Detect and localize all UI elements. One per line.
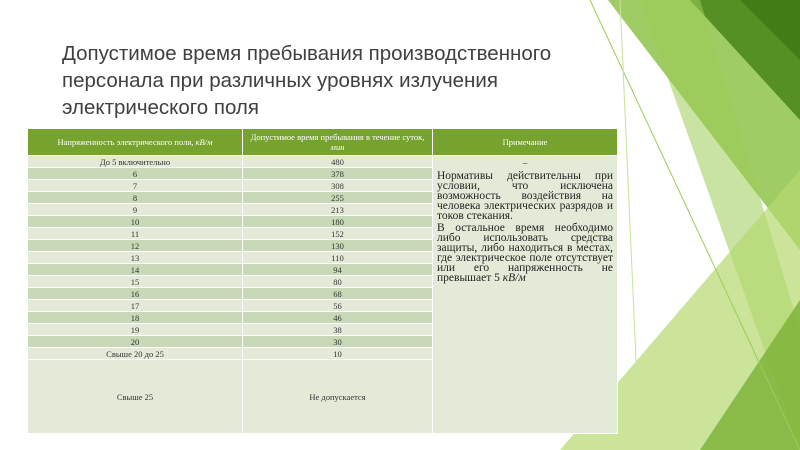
time-cell: 80	[243, 276, 433, 288]
intensity-cell: 11	[28, 228, 243, 240]
time-cell: 308	[243, 180, 433, 192]
intensity-cell: Свыше 25	[28, 360, 243, 434]
header-intensity-unit: кВ/м	[195, 137, 213, 147]
time-cell: 46	[243, 312, 433, 324]
title-line-3: электрического поля	[62, 96, 259, 119]
intensity-cell: 14	[28, 264, 243, 276]
time-cell: 130	[243, 240, 433, 252]
time-cell: 378	[243, 168, 433, 180]
header-time	[243, 129, 433, 156]
intensity-cell: 7	[28, 180, 243, 192]
title-line-2: персонала при различных уровнях излучения	[62, 69, 498, 92]
time-cell: 180	[243, 216, 433, 228]
note-paragraph-2	[437, 223, 613, 283]
intensity-cell: 18	[28, 312, 243, 324]
note-cell	[433, 156, 618, 434]
intensity-cell: 10	[28, 216, 243, 228]
intensity-cell: 13	[28, 252, 243, 264]
exposure-time-table	[27, 128, 618, 434]
header-note: Примечание	[433, 129, 618, 156]
intensity-cell: 16	[28, 288, 243, 300]
time-cell: 38	[243, 324, 433, 336]
note-dash: –	[522, 158, 528, 168]
time-cell: 68	[243, 288, 433, 300]
intensity-cell: 17	[28, 300, 243, 312]
intensity-cell: 8	[28, 192, 243, 204]
intensity-cell: 19	[28, 324, 243, 336]
intensity-cell: До 5 включительно	[28, 156, 243, 168]
time-cell: 152	[243, 228, 433, 240]
intensity-cell: 6	[28, 168, 243, 180]
slide-title	[62, 40, 582, 121]
time-cell: 255	[243, 192, 433, 204]
intensity-cell: 15	[28, 276, 243, 288]
header-time-text: Допустимое время пребывания в течение суток,	[250, 132, 425, 142]
time-cell: 213	[243, 204, 433, 216]
time-cell: 10	[243, 348, 433, 360]
intensity-cell: Свыше 20 до 25	[28, 348, 243, 360]
intensity-cell: 20	[28, 336, 243, 348]
title-line-1: Допустимое время пребывания производственного	[62, 42, 552, 65]
header-intensity	[28, 129, 243, 156]
intensity-cell: 12	[28, 240, 243, 252]
intensity-cell: 9	[28, 204, 243, 216]
header-intensity-text: Напряженность электрического поля,	[57, 137, 196, 147]
time-cell: 110	[243, 252, 433, 264]
table-row	[28, 156, 618, 168]
note-paragraph-1: Нормативы действительны при условии, что исключена возможность воздействия на человека электрических разрядов и токов стекания.	[437, 170, 613, 222]
header-time-unit: мин	[330, 142, 345, 152]
time-cell: 94	[243, 264, 433, 276]
time-cell: 56	[243, 300, 433, 312]
note-paragraph-2-text: В остальное время необходимо либо использовать средства защиты, либо находиться в местах, где электрическое поле отсутствует или его напряженность не превышает 5	[437, 222, 613, 284]
time-cell: 30	[243, 336, 433, 348]
note-unit: кВ/м	[502, 272, 526, 284]
time-cell: Не допускается	[243, 360, 433, 434]
time-cell: 480	[243, 156, 433, 168]
table-header-row	[28, 129, 618, 156]
